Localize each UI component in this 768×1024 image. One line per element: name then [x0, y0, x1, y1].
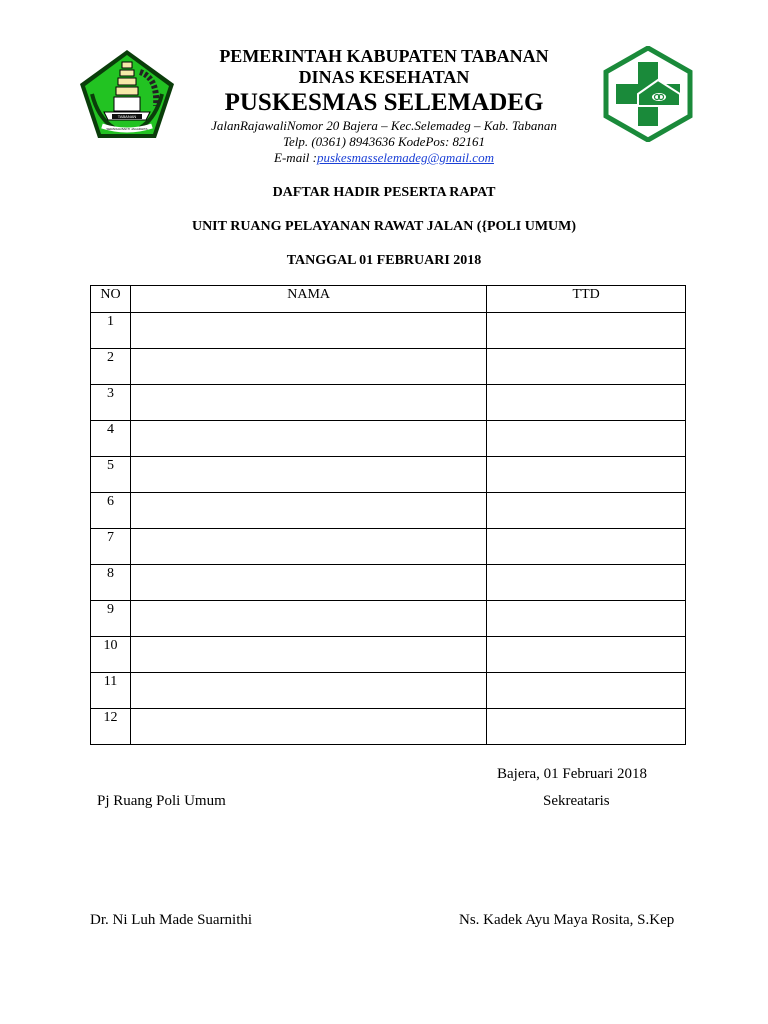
- table-row: [91, 313, 686, 349]
- column-header-no: NO: [91, 286, 131, 313]
- name-cell: [130, 457, 486, 493]
- table-row: [91, 673, 686, 709]
- signature-cell: [487, 673, 686, 709]
- signature-cell: [487, 637, 686, 673]
- table-row: [91, 457, 686, 493]
- table-header-row: [91, 286, 686, 313]
- row-number: 6: [91, 493, 131, 529]
- signature-cell: [487, 493, 686, 529]
- table-row: [91, 529, 686, 565]
- name-cell: [130, 349, 486, 385]
- row-number: 7: [91, 529, 131, 565]
- address-line: JalanRajawaliNomor 20 Bajera – Kec.Selemadeg – Kab. Tabanan: [211, 118, 557, 133]
- left-signer-name: Dr. Ni Luh Made Suarnithi: [90, 912, 253, 928]
- signature-cell: [487, 529, 686, 565]
- date-title: TANGGAL 01 FEBRUARI 2018: [286, 253, 482, 268]
- name-cell: [130, 493, 486, 529]
- attendance-table: [90, 285, 686, 745]
- department-title: DINAS KESEHATAN: [298, 67, 470, 87]
- unit-title: UNIT RUANG PELAYANAN RAWAT JALAN ({POLI UMUM): [191, 219, 577, 234]
- motto-label: SERADHA BAKTI JAGADHITA: [106, 127, 148, 131]
- table-row: [91, 709, 686, 745]
- column-header-nama: NAMA: [130, 286, 486, 313]
- document-title: DAFTAR HADIR PESERTA RAPAT: [272, 185, 496, 200]
- name-cell: [130, 313, 486, 349]
- signature-cell: [487, 565, 686, 601]
- table-row: [91, 565, 686, 601]
- table-row: [91, 421, 686, 457]
- puskesmas-title: PUSKESMAS SELEMADEG: [224, 89, 544, 116]
- name-cell: [130, 673, 486, 709]
- name-cell: [130, 385, 486, 421]
- puskesmas-logo: [602, 46, 694, 142]
- row-number: 9: [91, 601, 131, 637]
- email-line: [170, 150, 598, 166]
- signature-cell: [487, 601, 686, 637]
- name-cell: [130, 529, 486, 565]
- table-row: [91, 601, 686, 637]
- name-cell: [130, 421, 486, 457]
- column-header-ttd: TTD: [487, 286, 686, 313]
- government-title: PEMERINTAH KABUPATEN TABANAN: [219, 46, 549, 66]
- table-row: [91, 493, 686, 529]
- signature-cell: [487, 421, 686, 457]
- signature-cell: [487, 385, 686, 421]
- table-row: [91, 385, 686, 421]
- row-number: 4: [91, 421, 131, 457]
- row-number: 12: [91, 709, 131, 745]
- right-signer-name: Ns. Kadek Ayu Maya Rosita, S.Kep: [459, 912, 675, 928]
- name-cell: [130, 709, 486, 745]
- table-row: [91, 349, 686, 385]
- row-number: 10: [91, 637, 131, 673]
- row-number: 5: [91, 457, 131, 493]
- tabanan-emblem-logo: [78, 48, 176, 140]
- tabanan-label: TABANAN: [117, 114, 137, 119]
- row-number: 1: [91, 313, 131, 349]
- row-number: 2: [91, 349, 131, 385]
- right-signer-role: Sekreataris: [543, 793, 610, 809]
- signature-cell: [487, 457, 686, 493]
- place-date: Bajera, 01 Februari 2018: [497, 766, 647, 782]
- table-row: [91, 637, 686, 673]
- email-link[interactable]: puskesmasselemadeg@gmail.com: [317, 150, 494, 165]
- signature-cell: [487, 349, 686, 385]
- left-signer-role: Pj Ruang Poli Umum: [97, 793, 226, 809]
- email-label: E-mail :: [274, 150, 317, 165]
- row-number: 3: [91, 385, 131, 421]
- name-cell: [130, 601, 486, 637]
- signature-cell: [487, 709, 686, 745]
- row-number: 8: [91, 565, 131, 601]
- phone-line: Telp. (0361) 8943636 KodePos: 82161: [282, 134, 486, 149]
- name-cell: [130, 637, 486, 673]
- name-cell: [130, 565, 486, 601]
- signature-cell: [487, 313, 686, 349]
- row-number: 11: [91, 673, 131, 709]
